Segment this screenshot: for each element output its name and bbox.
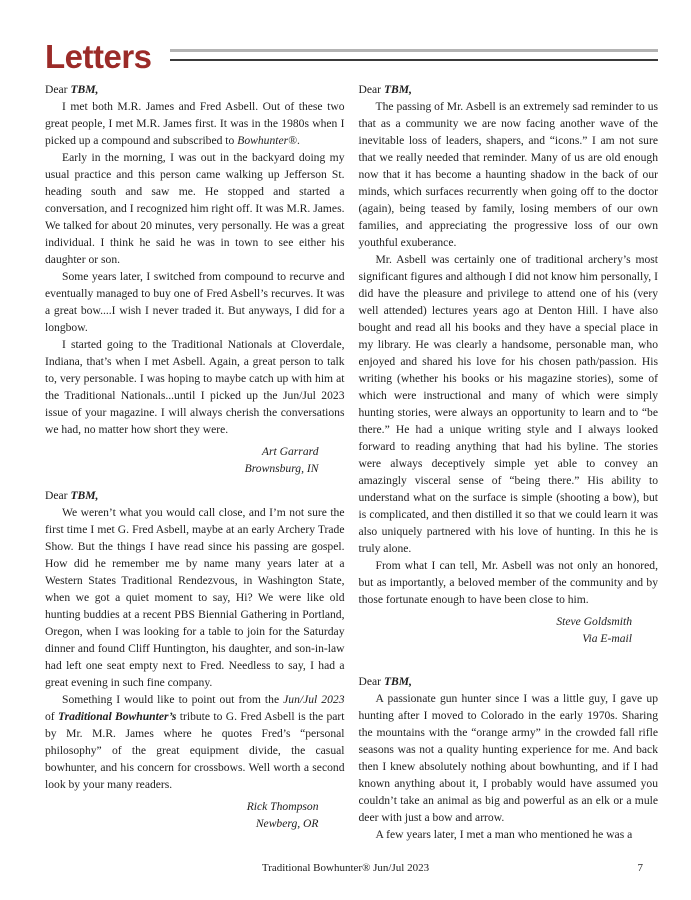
text-segment: Some years later, I switched from compound to recurve and eventually managed to buy one of Fred Asbell’s recurves. It was a great bow....I wish I never traded it. But anyways, I did for a longbow. (45, 270, 345, 334)
letter (45, 487, 345, 832)
text-segment: TBM, (383, 675, 412, 688)
text-segment: Dear (358, 675, 384, 688)
letter-paragraph (45, 98, 345, 149)
letter-salutation (359, 673, 659, 690)
text-segment: Dear (45, 489, 71, 502)
text-segment: Traditional Bowhunter’s (58, 710, 177, 723)
letter (45, 81, 345, 477)
letters-columns (45, 81, 658, 843)
letter-paragraph (45, 504, 345, 691)
letter-paragraph (45, 149, 345, 268)
letter-signature (45, 798, 345, 832)
letter-signature (45, 443, 345, 477)
letter-paragraph (45, 268, 345, 336)
footer-journal-line: Traditional Bowhunter® Jun/Jul 2023 (261, 862, 430, 874)
text-segment: I started going to the Traditional Nationals at Cloverdale, Indiana, that’s when I met Asbell. Again, a great person to talk to, very personable. I was hoping to maybe catch up with him at the Traditional Nationals...until I picked up the Jun/Jul 2023 issue of your magazine. I will always cherish the conversations we had, no matter how short they were. (45, 338, 345, 436)
text-segment: The passing of Mr. Asbell is an extremely sad reminder to us that as a community we are now facing another wave of the inevitable loss of leaders, shapers, and “icons.” I am not sure that we really needed that reminder. Many of us are old enough now that it has become a haunting shadow in the back of our minds, which surfaces recurrently when going off to the doctor (again), being teased by family, losing members of our own families, and appreciating the progressive loss of our own youthful exuberance. (358, 100, 658, 249)
page-title: Letters (45, 38, 152, 75)
letter-paragraph (45, 336, 345, 438)
header-rule (170, 49, 658, 61)
footer-page-number: 7 (637, 862, 643, 874)
letter (359, 81, 659, 647)
text-segment: Something I would like to point out from the (62, 693, 284, 706)
letter (359, 673, 659, 843)
header-rule-light (170, 49, 658, 52)
letter-paragraph (359, 690, 659, 826)
letter-salutation (45, 81, 345, 98)
letter-paragraph (359, 98, 659, 251)
signature-line: Brownsburg, IN (244, 462, 319, 475)
page-footer (0, 862, 691, 882)
text-segment: TBM, (70, 83, 99, 96)
left-column (45, 81, 345, 843)
section-header (45, 40, 658, 73)
text-segment: of (45, 710, 58, 723)
signature-line: Via E-mail (582, 632, 632, 645)
text-segment: A passionate gun hunter since I was a little guy, I gave up hunting after I moved to Colorado in the early 1970s. Sharing the mountains with the “orange army” in the crowded fall rifle seasons was not a quality hunting experience for me. And back then I knew absolutely nothing about bowhunting, and if I had known anything about it, I probably would have assumed you couldn’t take an animal as big and powerful as an elk or a mule deer with just a bow and arrow. (358, 692, 658, 824)
text-segment: Dear (358, 83, 384, 96)
text-segment: Mr. Asbell was certainly one of traditional archery’s most significant figures and although I did not know him personally, I did have the pleasure and privilege to attend one of his (very well attended) lectures years ago at Denton Hill. I have also bought and read all his books and they have a special place in my library. He was clearly a handsome, personable man, who enjoyed and shared his love for his chosen path/passion. His writing (whether his books or his magazine stories), some of which were instructional and many of which were simply hunting stories, were always an opportunity to learn and to “be there.” He had a unique writing style and I always looked forward to reading anything that had his byline. The stories were always deceptively simple yet able to convey an amazingly visceral sense of “being there.” His ability to understand what on the surface is simple (shooting a bow), but is complicated, and then distilled it so that we could learn it was also uniquely partnered with his love of hunting. In this he is truly alone. (358, 253, 658, 555)
text-segment: Jun/Jul 2023 (283, 693, 345, 706)
letter-salutation (45, 487, 345, 504)
letter-paragraph (359, 826, 659, 843)
letter-paragraph (359, 251, 659, 557)
right-column (359, 81, 659, 843)
signature-line: Art Garrard (261, 445, 319, 458)
signature-line: Rick Thompson (246, 800, 319, 813)
text-segment: I met both M.R. James and Fred Asbell. Out of these two great people, I met M.R. James first. It was in the 1980s when I picked up a compound and subscribed to (45, 100, 345, 147)
letter-salutation (359, 81, 659, 98)
text-segment: . (296, 134, 300, 147)
text-segment: tribute to G. Fred Asbell is the part by Mr. M.R. James where he quotes Fred’s “personal philosophy” of the great equipment divide, the casual bowhunter, and his concern for crossbows. Well worth a second look by your many readers. (45, 710, 345, 791)
signature-line: Newberg, OR (255, 817, 319, 830)
text-segment: We weren’t what you would call close, and I’m not sure the first time I met G. Fred Asbell, maybe at an early Archery Trade Show. But the things I have read since his passing are gospel. How did he remember me by name many years later at a Western States Traditional Rendezvous, in Washington State, when we got a quiet moment to say, Hi? We were like old hunting buddies at a recent PBS Biennial Gathering in Portland, Oregon, when I was looking for a table to join for the Saturday dinner and found Cliff Huntington, his daughter, and son-in-law had left one seat empty next to Fred. Needless to say, I had a great evening in such fine company. (45, 506, 345, 689)
letter-paragraph (359, 557, 659, 608)
text-segment: Early in the morning, I was out in the backyard doing my usual practice and this person came walking up Jefferson St. heading south and saw me. He stopped and started a conversation, and I recognized him right off. It was M.R. James. We talked for about 20 minutes, very personally. He was a great individual. I think he said he was in town to see either his daughter or son. (45, 151, 345, 266)
signature-line: Steve Goldsmith (556, 615, 632, 628)
text-segment: From what I can tell, Mr. Asbell was not only an honored, but as importantly, a beloved member of the community and by those fortunate enough to have been close to him. (358, 559, 658, 606)
header-rule-dark (170, 59, 658, 61)
text-segment: TBM, (383, 83, 412, 96)
text-segment: A few years later, I met a man who mentioned he was a (375, 828, 633, 841)
letter-paragraph (45, 691, 345, 793)
text-segment: TBM, (70, 489, 99, 502)
text-segment: Dear (45, 83, 71, 96)
letter-signature (359, 613, 659, 647)
text-segment: Bowhunter® (237, 134, 297, 147)
